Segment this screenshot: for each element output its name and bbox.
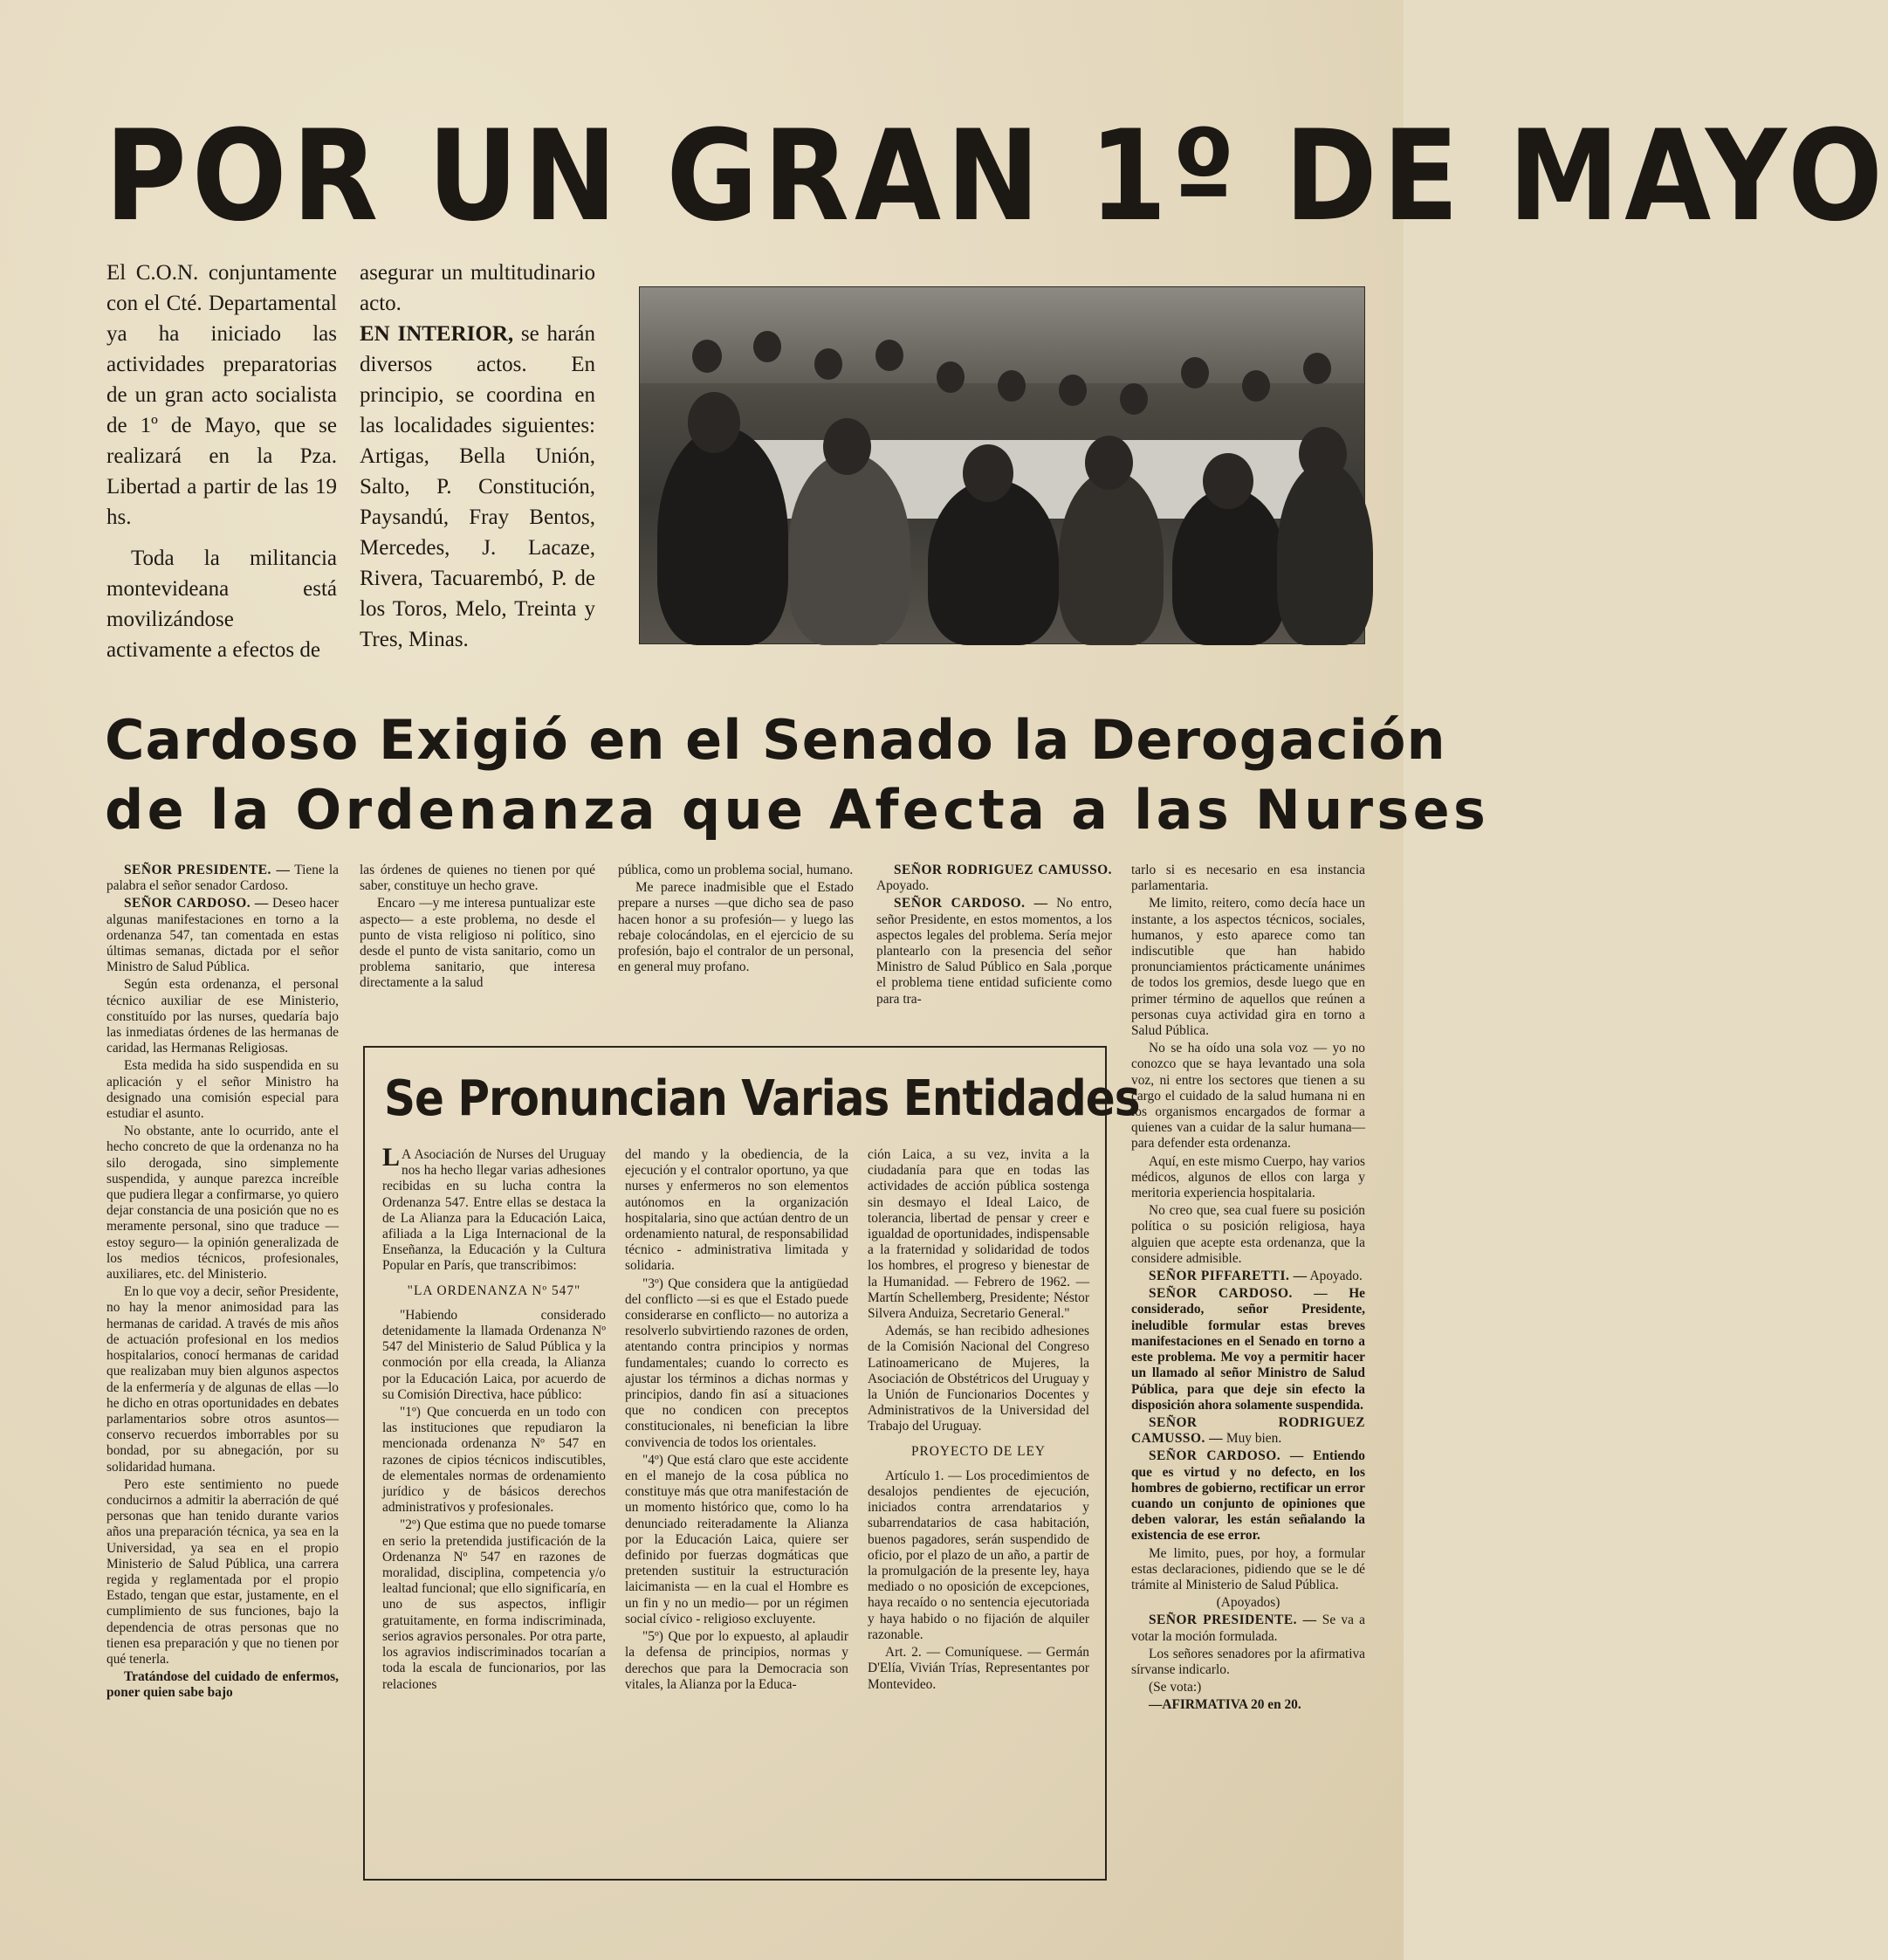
speech-text: Según esta ordenanza, el personal técnico auxiliar de ese Ministerio, constituído por las nurses, quedaría bajo las inmediatas órdenes de las hermanas de caridad, las Hermanas Religiosas. [106, 977, 339, 1056]
box-text: A Asociación de Nurses del Uruguay nos ha hecho llegar varias adhesiones recibidas en su lucha contra la Ordenanza 547. Entre ellas se destaca la de La Alianza para la Educación Laica, afiliada a la Liga Internacional de la Enseñanza, la Educación y la Cultura Popular en París, que transcribimos: [382, 1147, 606, 1274]
box-text: "Habiendo considerado detenidamente la llamada Ordenanza Nº 547 del Ministerio de Salud Pública y la conmoción por ella creada, la Alianza por la Educación Laica, por acuerdo de su Comisión Directiva, hace público: [382, 1307, 606, 1402]
intro-column-2 [360, 258, 595, 655]
speech-text: Me limito, reitero, como decía hace un instante, a los aspectos técnicos, sociales, humanos, y esto aparece como tan indiscutible que han habido pronunciamientos prácticamente unánimes de todos los gremios, desde luego que en primer término de aquellos que reúnen a personas cuya actividad gira en torno a Salud Pública. [1131, 896, 1365, 1039]
speech-text: Apoyado. [1307, 1269, 1363, 1284]
speech-text: tarlo si es necesario en esa instancia parlamentaria. [1131, 863, 1365, 894]
box-subheading: PROYECTO DE LEY [910, 1443, 1047, 1459]
box-text: "3º) Que considera que la antigüedad del conflicto —si es que el Estado puede considerarse en conflicto— no autoriza a resolverlo subvirtiendo razones de orden, atentando contra principios y normas fundamentales; cuando lo correcto es ajustar los términos a dichas normas y principios, dando fin así a situaciones que no condicen con preceptos constitucionales, ni benefician la libre convivencia de todos los orientales. [625, 1276, 848, 1450]
box-text: Art. 2. — Comuníquese. — Germán D'Elía, Vivián Trías, Representantes por Montevideo. [868, 1645, 1089, 1692]
intro-paragraph: se harán diversos actos. En principio, se coordina en las localidades siguientes: Artigas, Bella Unión, Salto, P. Constitución, Paysandú, Fray Bentos, Mercedes, J. Lacaze, Rivera, Tacuarembó, P. de los Toros, Melo, Treinta y Tres, Minas. [360, 322, 595, 651]
intro-subhead: EN INTERIOR, [360, 322, 514, 346]
box-column-3 [868, 1147, 1089, 1695]
speech-text: Tiene la palabra el señor senador Cardoso. [106, 863, 339, 894]
speech-text: No entro, señor Presidente, en estos momentos, a los aspectos legales del problema. Sería mejor plantearlo con la presencia del señor Ministro de Salud Público en Sala ,porque el problema tiene entidad suficiente como para tra- [876, 896, 1112, 1007]
speech-text: Encaro —y me interesa puntualizar este aspecto— a este problema, no desde el punto de vista religioso ni político, sino desde el punto de vista sanitario, como un problema sanitario, que interesa directamente a la salud [360, 896, 595, 991]
speech-text: (Se vota:) [1149, 1680, 1202, 1695]
vote-result: —AFIRMATIVA 20 en 20. [1149, 1697, 1301, 1713]
intro-column-1 [106, 258, 337, 676]
speech-text: Deseo hacer algunas manifestaciones en torno a la ordenanza 547, tan comentada en estas últimas semanas, dictada por el señor Ministro de Salud Pública. [106, 896, 339, 975]
speaker-label: SEÑOR CARDOSO. — [894, 896, 1048, 911]
box-text: "2º) Que estima que no puede tomarse en serio la pretendida justificación de la Ordenanza Nº 547 en razones de moralidad, disciplina, competencia y/o lealtad funcional; que ello significaría, en uno de sus aspectos, infligir gratuitamente, en forma indiscriminada, serios agravios personales. Por otra parte, los agravios indiscriminados tocarían a toda la escala de funcionarios, por las relaciones [382, 1517, 607, 1692]
main-headline: POR UN GRAN 1º DE MAYO [105, 103, 1888, 250]
speech-text: Esta medida ha sido suspendida en su aplicación y el señor Ministro ha designado una comisión especial para estudiar el asunto. [106, 1058, 339, 1122]
speech-text: Aquí, en este mismo Cuerpo, hay varios médicos, algunos de ellos con larga y meritoria experiencia hospitalaria. [1131, 1153, 1365, 1201]
speaker-label: SEÑOR CARDOSO. — [1149, 1448, 1304, 1464]
speech-text: No obstante, ante lo ocurrido, ante el hecho concreto de que la ordenanza no ha silo derogada, sino simplemente suspendida, y aunque parezca increíble que pudiera llegar a confirmarse, yo quiero dejar constancia de una posición que no es meramente personal, sino que traduce —estoy seguro— la opinión generalizada de los medios técnicos, profesionales, auxiliares, etc. del Ministerio. [106, 1124, 339, 1283]
speech-text: pública, como un problema social, humano. [618, 863, 854, 877]
speaker-label: SEÑOR RODRIGUEZ CAMUSSO. — [1131, 1414, 1365, 1447]
box-text: "4º) Que está claro que este accidente en el manejo de la cosa pública no constituye más que otra manifestación de un momento histórico que, como lo ha denunciado reiteradamente la Alianza por la Educación Laica, quiere ser definido por fuerzas dogmáticas que pretenden sustituir la estructuración laicimanista — en la cual el Hombre es un fin y no un medio— por un régimen social cívico - religioso excluyente. [625, 1452, 848, 1626]
box-text: Además, se han recibido adhesiones de la Comisión Nacional del Congreso Latinoamericano de Mujeres, la Asociación de Obstétricos del Uruguay y la Unión de Funcionarios Docentes y Administrativos de la Universidad del Trabajo del Uruguay. [868, 1324, 1089, 1434]
speech-text: No se ha oído una sola voz — yo no conozco que se haya levantado una sola voz, ni entre los sectores que tienen a su cargo el cuidado de la salud humana ni en los organismos encargados de formar a quienes van a cuidar de la salur humana— para defender esta ordenanza. [1131, 1041, 1365, 1152]
entities-box-title: Se Pronuncian Varias Entidades [384, 1069, 1140, 1127]
box-text: "5º) Que por lo expuesto, al aplaudir la defensa de principios, normas y derechos que para la Democracia son vitales, la Alianza por la Educa- [625, 1629, 848, 1692]
speaker-label: SEÑOR CARDOSO. — [124, 896, 269, 911]
senate-headline-line: de la Ordenanza que Afecta a las Nurses [105, 778, 1490, 842]
speech-text: Los señores senadores por la afirmativa sírvanse indicarlo. [1131, 1646, 1365, 1677]
speech-text: Me parece inadmisible que el Estado prepare a nurses —que dicho sea de paso hacen honor a su profesión— y luego las rebaje colocándolas, en el ejercicio de su profesión, bajo el contralor de un personal, en general muy profano. [618, 880, 854, 975]
speech-text: Se va a votar la moción formulada. [1131, 1613, 1365, 1644]
article-column-2 [360, 863, 595, 994]
drop-cap-L: L [382, 1143, 401, 1172]
speaker-label: SEÑOR CARDOSO. — [1149, 1286, 1328, 1302]
speech-text: las órdenes de quienes no tienen por qué saber, constituye un hecho grave. [360, 863, 595, 894]
speech-text: No creo que, sea cual fuere su posición política o su posición religiosa, haya alguien que acepte esta ordenanza, que la considere admisible. [1131, 1203, 1365, 1266]
speech-text: Apoyado. [876, 878, 930, 894]
senate-headline-line: Cardoso Exigió en el Senado la Derogación [105, 708, 1446, 772]
box-text: "1º) Que concuerda en un todo con las instituciones que repudiaron la mencionada ordenanza Nº 547 en razones de cipios técnicos indiscutibles, de elementales normas de ordenamiento jurídico y de básicos derechos administrativos y profesionales. [382, 1405, 606, 1516]
speech-text: Muy bien. [1223, 1431, 1282, 1447]
box-column-1 [382, 1143, 607, 1695]
speech-text: He considerado, señor Presidente, ineludible formular estas breves manifestaciones en el Senado en torno a este problema. Me voy a permitir hacer un llamado al señor Ministro de Salud Pública, para que deje sin efecto la disposición ahora solamente suspendida. [1131, 1286, 1365, 1413]
speaker-label: SEÑOR PRESIDENTE. — [124, 863, 291, 877]
box-column-2 [625, 1147, 848, 1695]
speech-text: Pero este sentimiento no puede conducirnos a admitir la aberración de qué personas que han tenido durante varios años una preparación técnica, ya sea en la Universidad, ya sea en el propio Ministerio de Salud Pública, una carrera regida y reglamentada por el propio Estado, tengan que estar, justamente, en el cumplimiento de sus funciones, bajo la dependencia de otras personas que no tienen esa preparación y que no tienen por qué tenerla. [106, 1476, 339, 1667]
intro-paragraph: El C.O.N. conjuntamente con el Cté. Departamental ya ha iniciado las actividades preparatorias de un gran acto socialista de 1º de Mayo, que se realizará en la Pza. Libertad a partir de las 19 hs. [106, 261, 337, 529]
speech-text: (Apoyados) [1216, 1595, 1280, 1611]
meeting-photo [639, 286, 1365, 644]
senate-headline [105, 705, 1490, 845]
speech-text: Entiendo que es virtud y no defecto, en los hombres de gobierno, rectificar un error cuando un conjunto de opiniones que deben valorar, les están señalando la existencia de ese error. [1131, 1448, 1365, 1544]
box-text: del mando y la obediencia, de la ejecución y el contralor oportuno, ya que nurses y enfermeros no son elementos autónomos en la organización hospitalaria, sino que actúan dentro de un ordenamiento natural, de responsabilidad técnico - administrativa limitada y solidaria. [625, 1147, 849, 1274]
intro-paragraph: Toda la militancia montevideana está movilizándose activamente a efectos de [106, 547, 337, 662]
speaker-label: SEÑOR PIFFARETTI. — [1149, 1269, 1308, 1284]
speaker-label: SEÑOR PRESIDENTE. — [1149, 1613, 1317, 1628]
box-subheading: "LA ORDENANZA Nº 547" [407, 1283, 581, 1298]
speech-text: En lo que voy a decir, señor Presidente, no hay la menor animosidad para las hermanas de caridad. A través de mis años de actuación profesional en los medios hospitalarios, conocí hermanas de caridad que realizaban muy bien algunos aspectos de la enfermería y de algunas de ellas —lo he dicho en otras oportunidades en debates parlamentarios sobre otros asuntos— conservo recuerdos imborrables por su bondad, por su abnegación, por su solidaridad humana. [106, 1284, 339, 1475]
box-text: Artículo 1. — Los procedimientos de desalojos pendientes de ejecución, iniciados contra arrendatarios y subarrendatarios de casa habitación, buenos pagadores, serán suspendido de oficio, por el plazo de un año, a partir de la promulgación de la presente ley, haya mediado o no oposición de excepciones, haya recaído o no sentencia ejecutoriada y haya habido o no fijación de alquiler razonable. [868, 1468, 1089, 1642]
speaker-label: SEÑOR RODRIGUEZ CAMUSSO. [894, 863, 1112, 877]
article-column-5 [1131, 863, 1365, 1716]
article-column-1 [106, 863, 339, 1703]
intro-paragraph: asegurar un multitudinario acto. [360, 261, 595, 315]
article-column-4 [876, 863, 1112, 1009]
speech-text: Me limito, pues, por hoy, a formular estas declaraciones, pidiendo que se le dé trámite al Ministerio de Salud Pública. [1131, 1545, 1365, 1592]
speech-text: Tratándose del cuidado de enfermos, poner quien sabe bajo [106, 1669, 339, 1701]
article-column-3 [618, 863, 854, 977]
box-text: ción Laica, a su vez, invita a la ciudadanía para que en todas las actividades de acción pública sostenga sin desmayo el Ideal Laico, de tolerancia, libertad de pensar y creer e igualdad de oportunidades, indispensable a la fraternidad y solidaridad de todos los hombres, el progreso y bienestar de la Humanidad. — Febrero de 1962. — Martín Schellemberg, Presidente; Néstor Silvera Anduiza, Secretario General." [868, 1147, 1089, 1322]
